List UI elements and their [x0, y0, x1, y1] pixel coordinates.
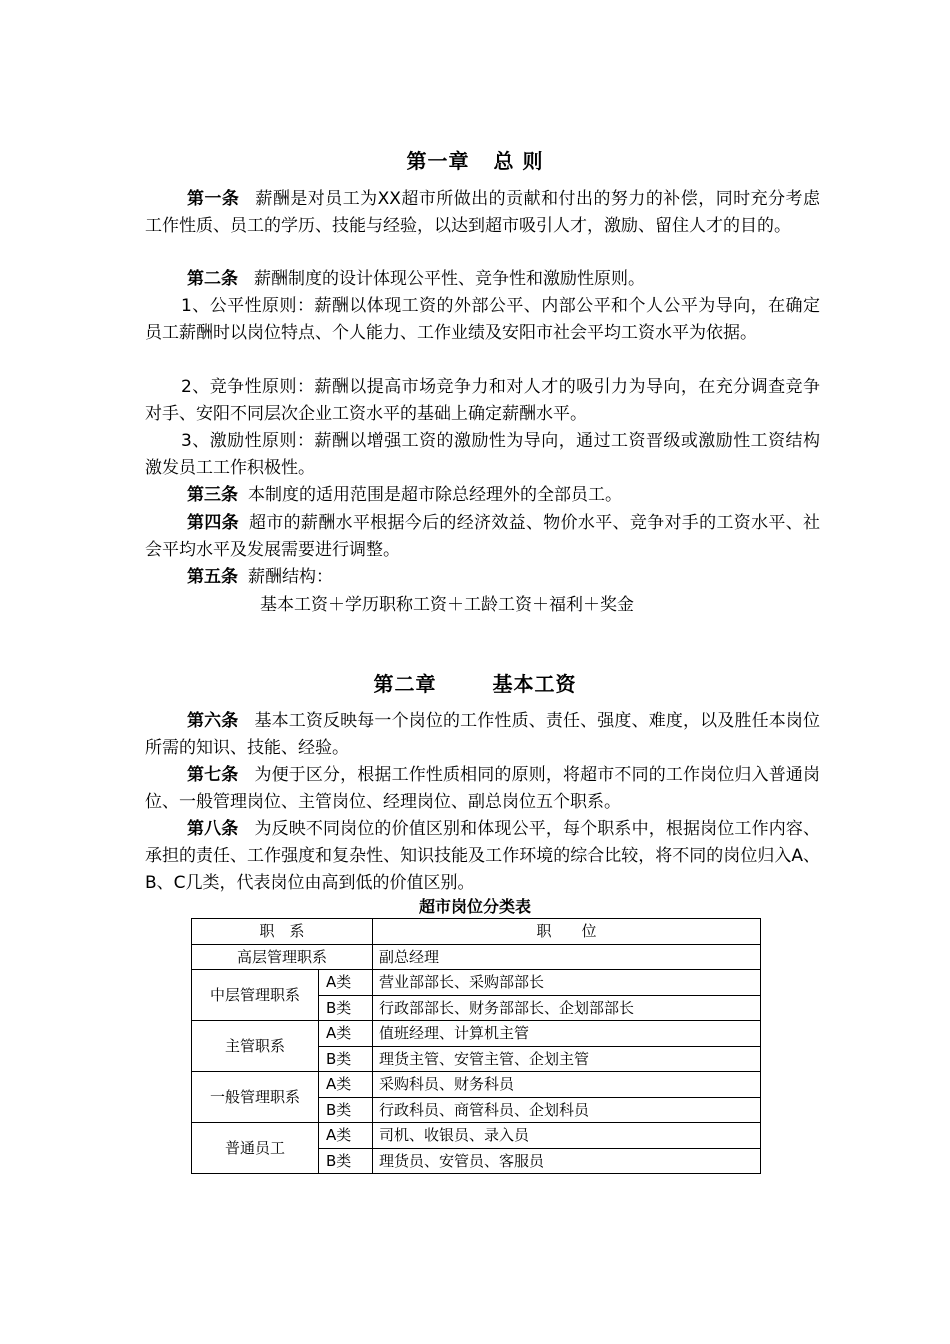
header-position: 职 位 — [373, 919, 761, 945]
article-label: 第七条 — [187, 765, 239, 785]
article-label: 第四条 — [187, 513, 239, 533]
article-8 — [145, 816, 820, 897]
class-cell: B类 — [319, 1148, 373, 1174]
article-5 — [145, 564, 820, 591]
table-row — [192, 970, 761, 996]
article-text: 超市的薪酬水平根据今后的经济效益、物价水平、竞争对手的工资水平、社会平均水平及发展需要进行调整。 — [145, 513, 821, 560]
article-text: 本制度的适用范围是超市除总经理外的全部员工。 — [248, 485, 622, 505]
article-label: 第八条 — [187, 819, 239, 839]
article-text: 为便于区分，根据工作性质相同的原则，将超市不同的工作岗位归入普通岗位、一般管理岗位、主管岗位、经理岗位、副总岗位五个职系。 — [145, 765, 821, 812]
series-cell: 普通员工 — [192, 1123, 319, 1174]
article-4 — [145, 510, 820, 564]
position-cell: 行政科员、商管科员、企划科员 — [373, 1097, 761, 1123]
series-cell: 一般管理职系 — [192, 1072, 319, 1123]
chapter-1-number: 第一章 — [406, 149, 470, 173]
article-7 — [145, 762, 820, 816]
table-title: 超市岗位分类表 — [418, 897, 531, 916]
article-label: 第二条 — [187, 269, 238, 289]
series-cell: 高层管理职系 — [192, 944, 373, 970]
chapter-1-name: 总 则 — [493, 149, 544, 173]
principle-competitiveness: 2、竞争性原则：薪酬以提高市场竞争力和对人才的吸引力为导向，在充分调查竞争对手、安阳不同层次企业工资水平的基础上确定薪酬水平。 — [145, 377, 820, 424]
article-text: 薪酬结构： — [248, 567, 333, 587]
table-row — [192, 1072, 761, 1098]
chapter-2-title — [0, 671, 950, 697]
class-cell: B类 — [319, 1097, 373, 1123]
position-cell: 副总经理 — [373, 944, 761, 970]
article-3 — [145, 482, 820, 509]
article-label: 第三条 — [187, 485, 238, 505]
article-text: 基本工资反映每一个岗位的工作性质、责任、强度、难度，以及胜任本岗位所需的知识、技能、经验。 — [145, 711, 821, 758]
class-cell: A类 — [319, 1021, 373, 1047]
article-1 — [145, 186, 820, 240]
class-cell: A类 — [319, 1123, 373, 1149]
chapter-2-number: 第二章 — [373, 672, 437, 696]
article-6 — [145, 708, 820, 762]
table-row — [192, 1123, 761, 1149]
table-row — [192, 944, 761, 970]
position-cell: 行政部部长、财务部部长、企划部部长 — [373, 995, 761, 1021]
class-cell: A类 — [319, 970, 373, 996]
series-cell: 主管职系 — [192, 1021, 319, 1072]
article-text: 薪酬制度的设计体现公平性、竞争性和激励性原则。 — [254, 269, 645, 289]
article-label: 第一条 — [187, 189, 240, 209]
principle-fairness: 1、公平性原则：薪酬以体现工资的外部公平、内部公平和个人公平为导向，在确定员工薪酬时以岗位特点、个人能力、工作业绩及安阳市社会平均工资水平为依据。 — [145, 296, 820, 343]
position-cell: 司机、收银员、录入员 — [373, 1123, 761, 1149]
chapter-1-title — [0, 148, 950, 174]
position-classification-table — [191, 918, 761, 1174]
table-row — [192, 1021, 761, 1047]
position-cell: 值班经理、计算机主管 — [373, 1021, 761, 1047]
class-cell: B类 — [319, 995, 373, 1021]
chapter-2-name: 基本工资 — [492, 672, 577, 696]
class-cell: A类 — [319, 1072, 373, 1098]
article-text: 薪酬是对员工为XX超市所做出的贡献和付出的努力的补偿，同时充分考虑工作性质、员工的学历、技能与经验，以达到超市吸引人才，激励、留住人才的目的。 — [145, 189, 820, 236]
position-cell: 理货员、安管员、客服员 — [373, 1148, 761, 1174]
position-cell: 理货主管、安管主管、企划主管 — [373, 1046, 761, 1072]
position-cell: 营业部部长、采购部部长 — [373, 970, 761, 996]
class-cell: B类 — [319, 1046, 373, 1072]
salary-formula: 基本工资＋学历职称工资＋工龄工资＋福利＋奖金 — [260, 595, 634, 615]
principle-incentive: 3、激励性原则：薪酬以增强工资的激励性为导向，通过工资晋级或激励性工资结构激发员工工作积极性。 — [145, 431, 820, 478]
table-header-row — [192, 919, 761, 945]
article-label: 第六条 — [187, 711, 239, 731]
article-text: 为反映不同岗位的价值区别和体现公平，每个职系中，根据岗位工作内容、承担的责任、工作强度和复杂性、知识技能及工作环境的综合比较，将不同的岗位归入A、B、C几类，代表岗位由高到低的价值区别。 — [145, 819, 821, 893]
header-series: 职 系 — [192, 919, 373, 945]
position-cell: 采购科员、财务科员 — [373, 1072, 761, 1098]
series-cell: 中层管理职系 — [192, 970, 319, 1021]
article-2 — [145, 266, 820, 293]
article-label: 第五条 — [187, 567, 238, 587]
